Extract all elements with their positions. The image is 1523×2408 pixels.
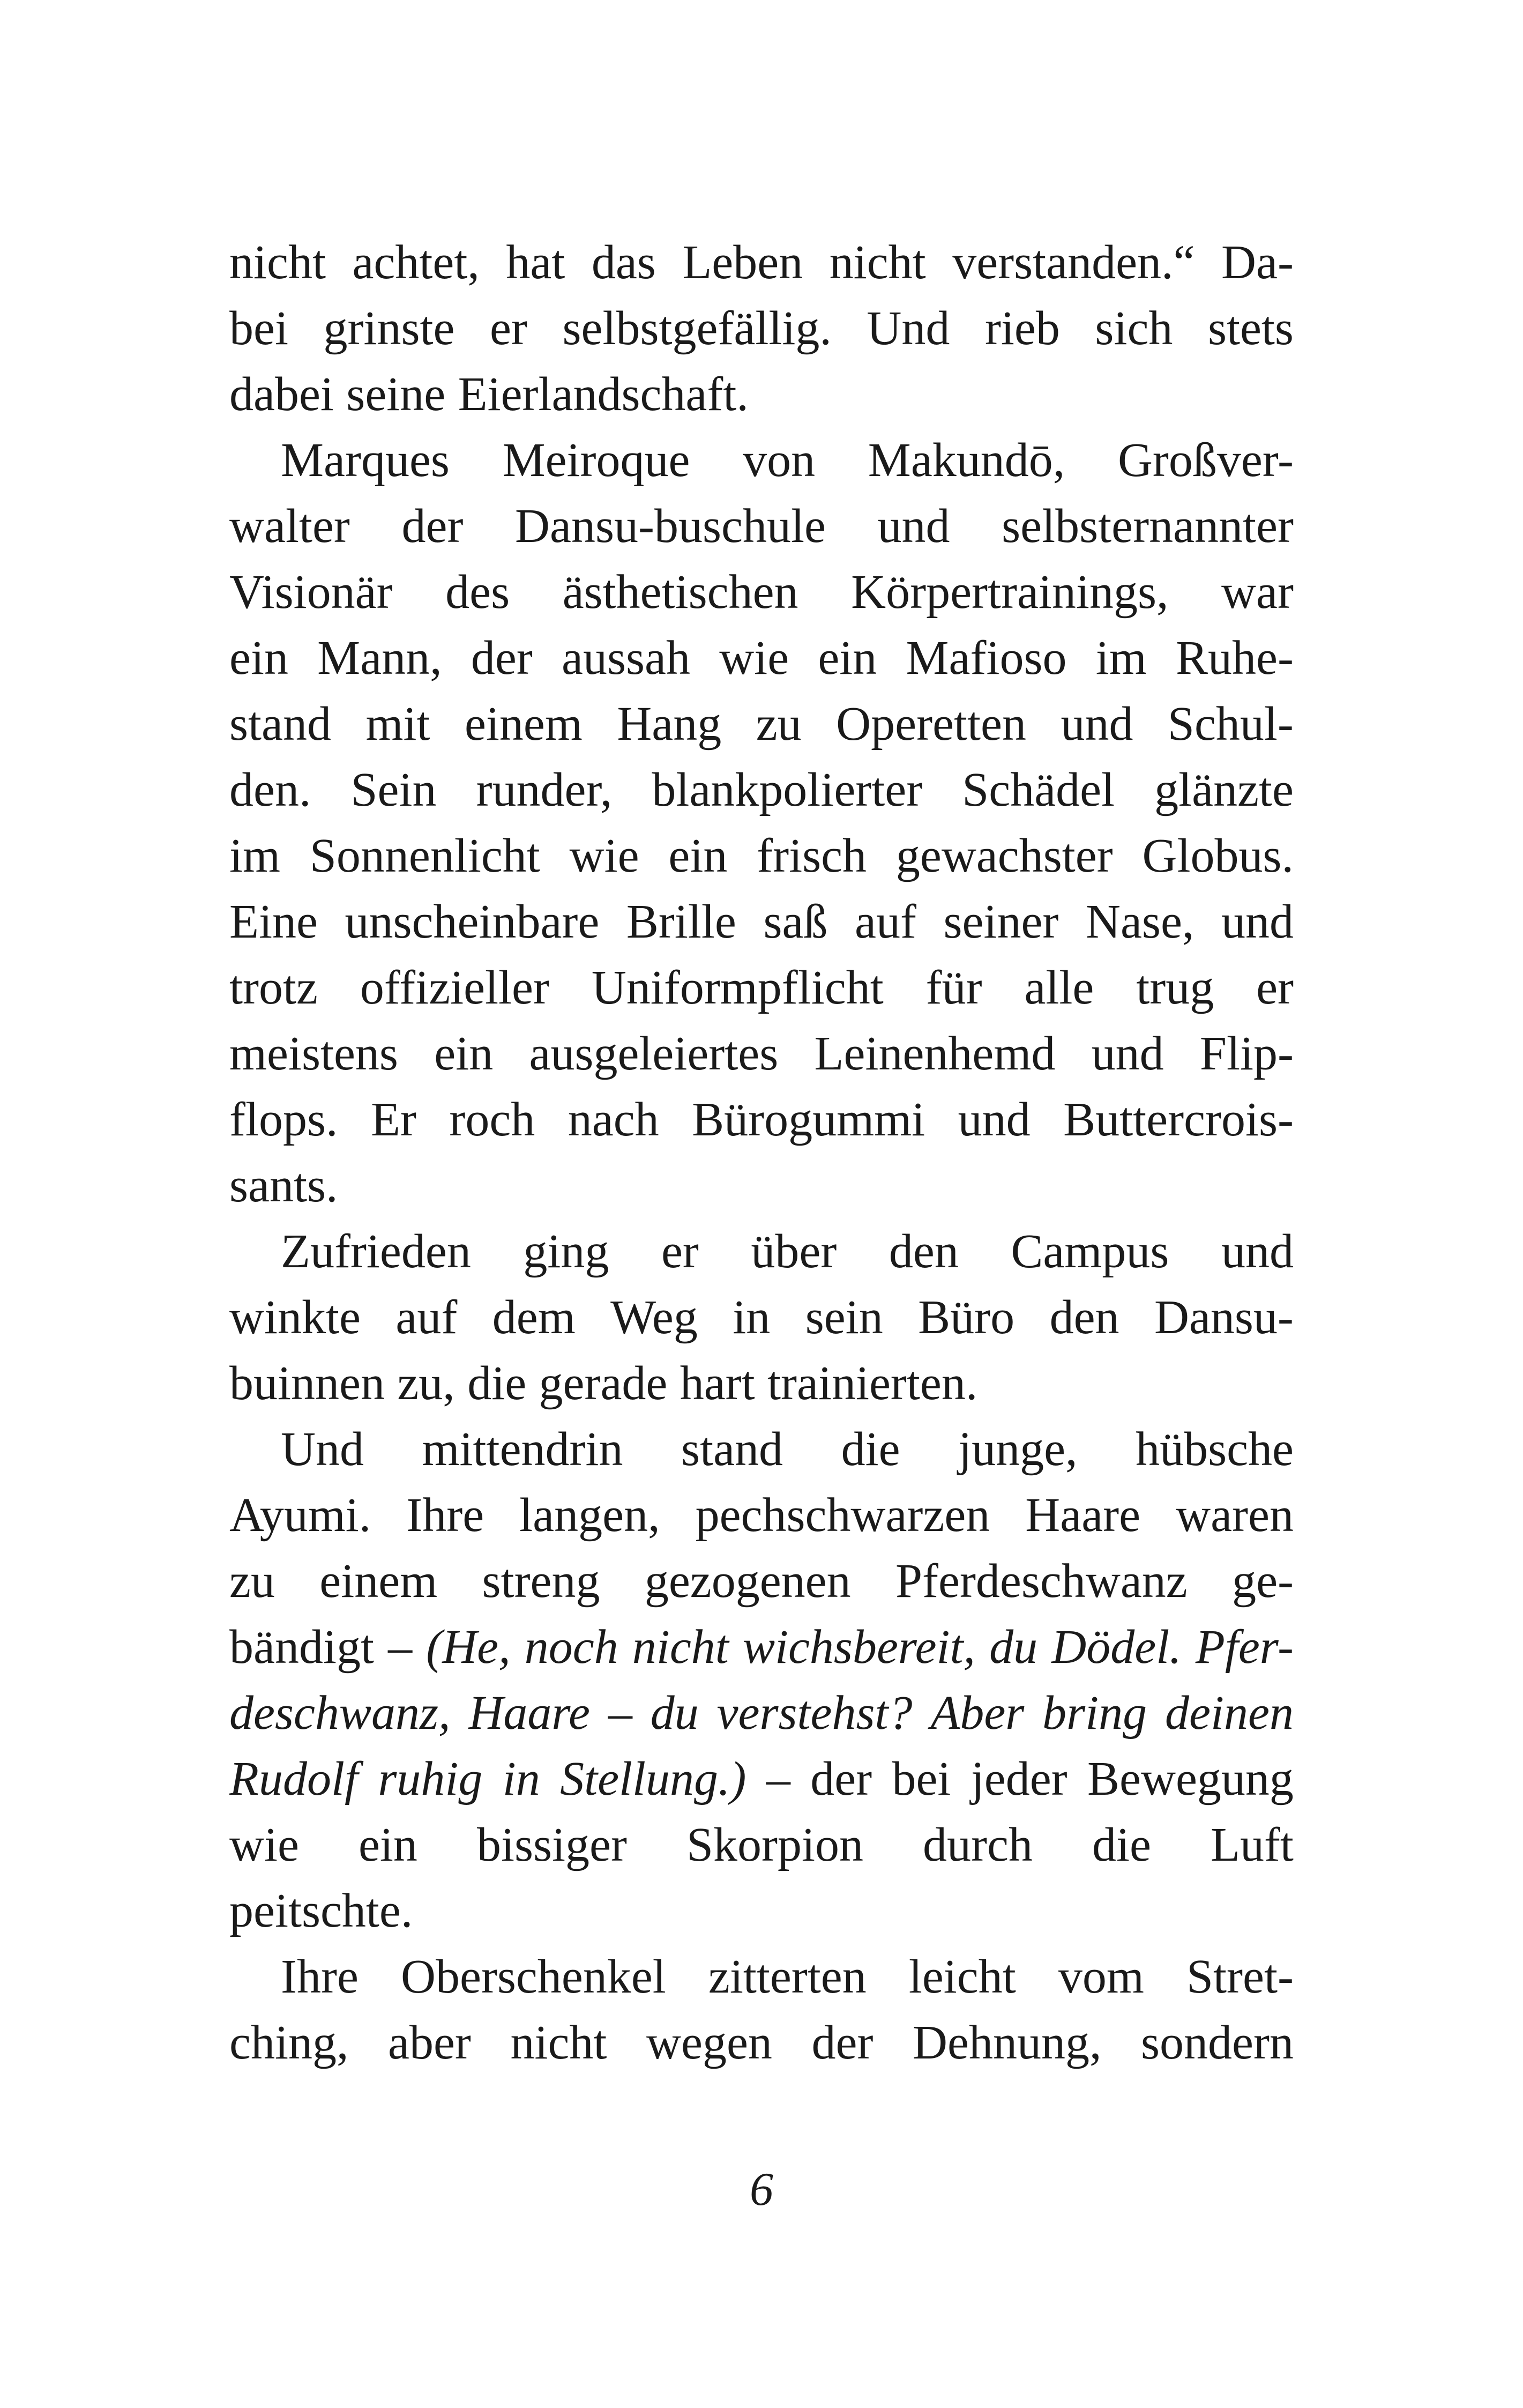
text-line	[229, 1548, 1294, 1614]
word: alle	[1024, 961, 1094, 1014]
word: leicht	[908, 1950, 1016, 2003]
text-line	[229, 1087, 1294, 1153]
word: wie	[569, 829, 639, 882]
word: Und	[867, 302, 950, 355]
word: die	[1092, 1818, 1151, 1871]
word: Visionär	[229, 566, 393, 619]
word: Großver-	[1117, 434, 1294, 487]
word: ein	[668, 829, 728, 882]
word: Zufrieden	[281, 1225, 471, 1278]
word: Da-	[1221, 236, 1294, 289]
word: Er	[370, 1093, 416, 1146]
text-line	[229, 757, 1294, 823]
word: waren	[1176, 1489, 1294, 1542]
word: sants.	[229, 1159, 338, 1212]
word: Weg	[610, 1291, 698, 1344]
word: Schädel	[962, 763, 1115, 816]
word: streng	[482, 1555, 600, 1608]
word: für	[925, 961, 982, 1014]
word: hat	[506, 236, 565, 289]
word: –	[608, 1686, 632, 1740]
word: Ruhe-	[1175, 631, 1294, 685]
word: wegen	[646, 2016, 772, 2069]
word: seine	[346, 368, 446, 421]
word: flops.	[229, 1093, 338, 1146]
word: Mafioso	[906, 631, 1067, 685]
word: zitterten	[708, 1950, 867, 2003]
text-line	[229, 1218, 1294, 1284]
word: Büro	[918, 1291, 1015, 1344]
word: den	[889, 1225, 959, 1278]
word: trug	[1136, 961, 1214, 1014]
word: verstehst?	[716, 1686, 913, 1740]
text-line	[229, 1746, 1294, 1812]
word: Leben	[682, 236, 803, 289]
word: ge-	[1232, 1555, 1294, 1608]
word: –	[766, 1752, 790, 1805]
word: Luft	[1210, 1818, 1294, 1871]
word: er	[661, 1225, 699, 1278]
word: offizieller	[360, 961, 549, 1014]
word: gerade	[539, 1357, 668, 1410]
word: Mann,	[317, 631, 442, 685]
text-line	[229, 1416, 1294, 1482]
text-line	[229, 559, 1294, 625]
word: achtet,	[352, 236, 480, 289]
word: blankpolierter	[652, 763, 923, 816]
word: einem	[464, 697, 583, 750]
text-line	[229, 1614, 1294, 1680]
word: Ihre	[406, 1489, 484, 1542]
word: Brille	[626, 895, 736, 948]
word: Makundō,	[868, 434, 1065, 487]
word: du	[650, 1686, 699, 1740]
text-line	[229, 1021, 1294, 1087]
text-line	[229, 361, 1294, 427]
word: Körpertrainings,	[851, 566, 1169, 619]
word: stets	[1207, 302, 1294, 355]
text-line	[229, 2010, 1294, 2076]
word: er	[490, 302, 527, 355]
word: –	[388, 1621, 413, 1674]
word: Nase,	[1085, 895, 1194, 948]
word: das	[591, 236, 656, 289]
word: stand	[681, 1423, 783, 1476]
word: selbsternannter	[1002, 500, 1294, 553]
word: zu,	[397, 1357, 455, 1410]
word: nach	[568, 1093, 659, 1146]
word: trotz	[229, 961, 318, 1014]
word: Und	[281, 1423, 364, 1476]
word: ausgeleiertes	[529, 1027, 779, 1080]
word: durch	[923, 1818, 1033, 1871]
word: Bürogummi	[692, 1093, 925, 1146]
word: unscheinbare	[345, 895, 600, 948]
word: der	[811, 2016, 874, 2069]
text-line	[229, 889, 1294, 955]
word: Meiroque	[502, 434, 690, 487]
word: seiner	[943, 895, 1059, 948]
text-line	[229, 427, 1294, 493]
word: mittendrin	[422, 1423, 623, 1476]
word: buinnen	[229, 1357, 385, 1410]
word: über	[751, 1225, 837, 1278]
word: Marques	[281, 434, 450, 487]
word: Pferdeschwanz	[895, 1555, 1188, 1608]
word: grinste	[323, 302, 455, 355]
text-line	[229, 955, 1294, 1021]
word: sein	[805, 1291, 883, 1344]
text-line	[229, 295, 1294, 361]
body-text	[229, 229, 1294, 2076]
word: auf	[855, 895, 916, 948]
word: Dehnung,	[913, 2016, 1102, 2069]
word: meistens	[229, 1027, 398, 1080]
word: Uniformpflicht	[591, 961, 884, 1014]
text-line	[229, 691, 1294, 757]
word: (He,	[426, 1621, 511, 1674]
page-number: 6	[750, 2164, 773, 2216]
word: Ihre	[281, 1950, 359, 2003]
word: rieb	[984, 302, 1060, 355]
word: ästhetischen	[562, 566, 798, 619]
word: sich	[1095, 302, 1173, 355]
word: wie	[229, 1818, 299, 1871]
word: und	[1221, 895, 1294, 948]
word: walter	[229, 500, 350, 553]
word: stand	[229, 697, 331, 750]
text-line	[229, 823, 1294, 889]
word: nicht	[829, 236, 926, 289]
word: Ayumi.	[229, 1489, 371, 1542]
word: deschwanz,	[229, 1686, 451, 1740]
word: ruhig	[378, 1752, 483, 1805]
word: hübsche	[1136, 1423, 1294, 1476]
word: deinen	[1165, 1686, 1294, 1740]
word: bei	[892, 1752, 951, 1805]
word: Stret-	[1186, 1950, 1294, 2003]
text-line	[229, 1153, 1294, 1218]
word: sondern	[1141, 2016, 1294, 2069]
word: im	[1095, 631, 1147, 685]
word: des	[445, 566, 510, 619]
word: und	[1221, 1225, 1294, 1278]
word: auf	[395, 1291, 458, 1344]
word: Bewegung	[1087, 1752, 1294, 1805]
word: dabei	[229, 368, 334, 421]
word: Dödel.	[1051, 1621, 1182, 1674]
word: der	[810, 1752, 872, 1805]
word: und	[958, 1093, 1031, 1146]
word: Hang	[617, 697, 722, 750]
word: dem	[492, 1291, 576, 1344]
word: gewachster	[895, 829, 1113, 882]
word: Aber	[930, 1686, 1025, 1740]
text-line	[229, 1944, 1294, 2010]
word: bring	[1042, 1686, 1147, 1740]
word: den	[1049, 1291, 1119, 1344]
word: mit	[365, 697, 430, 750]
word: wie	[719, 631, 789, 685]
word: wichsbereit,	[742, 1621, 976, 1674]
word: peitschte.	[229, 1884, 413, 1937]
word: war	[1221, 566, 1294, 619]
word: ein	[818, 631, 877, 685]
text-line	[229, 1350, 1294, 1416]
text-line	[229, 1284, 1294, 1350]
word: Sein	[350, 763, 437, 816]
text-line	[229, 493, 1294, 559]
word: Globus.	[1142, 829, 1294, 882]
word: nicht	[510, 2016, 607, 2069]
word: langen,	[519, 1489, 660, 1542]
word: der	[401, 500, 464, 553]
word: Eine	[229, 895, 318, 948]
word: der	[471, 631, 533, 685]
word: die	[467, 1357, 527, 1410]
word: bei	[229, 302, 288, 355]
word: saß	[763, 895, 828, 948]
word: Skorpion	[686, 1818, 864, 1871]
text-line	[229, 229, 1294, 295]
word: den.	[229, 763, 311, 816]
word: trainierten.	[767, 1357, 978, 1410]
word: Pfer-	[1195, 1621, 1294, 1674]
word: selbstgefällig.	[562, 302, 832, 355]
word: bissiger	[476, 1818, 627, 1871]
word: frisch	[757, 829, 867, 882]
word: nicht	[229, 236, 326, 289]
word: winkte	[229, 1291, 361, 1344]
word: aber	[388, 2016, 471, 2069]
word: Dansu-buschule	[515, 500, 826, 553]
text-line	[229, 1812, 1294, 1878]
word: gezogenen	[644, 1555, 851, 1608]
word: in	[502, 1752, 540, 1805]
word: zu	[756, 697, 802, 750]
word: glänzte	[1154, 763, 1294, 816]
word: Schul-	[1167, 697, 1294, 750]
word: die	[841, 1423, 900, 1476]
word: einem	[319, 1555, 438, 1608]
word: Campus	[1011, 1225, 1169, 1278]
text-line	[229, 625, 1294, 691]
word: roch	[449, 1093, 535, 1146]
word: Haare	[468, 1686, 590, 1740]
word: pechschwarzen	[695, 1489, 990, 1542]
word: Haare	[1025, 1489, 1141, 1542]
word: ging	[523, 1225, 609, 1278]
word: bändigt	[229, 1621, 374, 1674]
word: Sonnenlicht	[309, 829, 540, 882]
word: Eierlandschaft.	[458, 368, 749, 421]
word: zu	[229, 1555, 275, 1608]
word: im	[229, 829, 281, 882]
word: er	[1256, 961, 1294, 1014]
word: aussah	[562, 631, 690, 685]
word: ein	[358, 1818, 417, 1871]
word: runder,	[476, 763, 613, 816]
word: ein	[434, 1027, 494, 1080]
word: ein	[229, 631, 288, 685]
word: nicht	[632, 1621, 729, 1674]
word: Operetten	[836, 697, 1026, 750]
word: und	[877, 500, 950, 553]
word: vom	[1058, 1950, 1144, 2003]
word: jeder	[970, 1752, 1067, 1805]
word: hart	[680, 1357, 755, 1410]
word: Buttercrois-	[1063, 1093, 1294, 1146]
word: junge,	[958, 1423, 1078, 1476]
word: in	[733, 1291, 771, 1344]
word: du	[989, 1621, 1038, 1674]
word: Flip-	[1199, 1027, 1294, 1080]
word: Oberschenkel	[401, 1950, 666, 2003]
word: ching,	[229, 2016, 349, 2069]
word: und	[1091, 1027, 1164, 1080]
word: verstanden.“	[952, 236, 1195, 289]
word: Leinenhemd	[814, 1027, 1056, 1080]
word: noch	[524, 1621, 618, 1674]
word: Dansu-	[1154, 1291, 1294, 1344]
text-line	[229, 1680, 1294, 1746]
word: und	[1061, 697, 1133, 750]
text-line	[229, 1482, 1294, 1548]
word: Stellung.)	[560, 1752, 746, 1805]
word: von	[743, 434, 816, 487]
word: Rudolf	[229, 1752, 358, 1805]
text-line	[229, 1878, 1294, 1944]
